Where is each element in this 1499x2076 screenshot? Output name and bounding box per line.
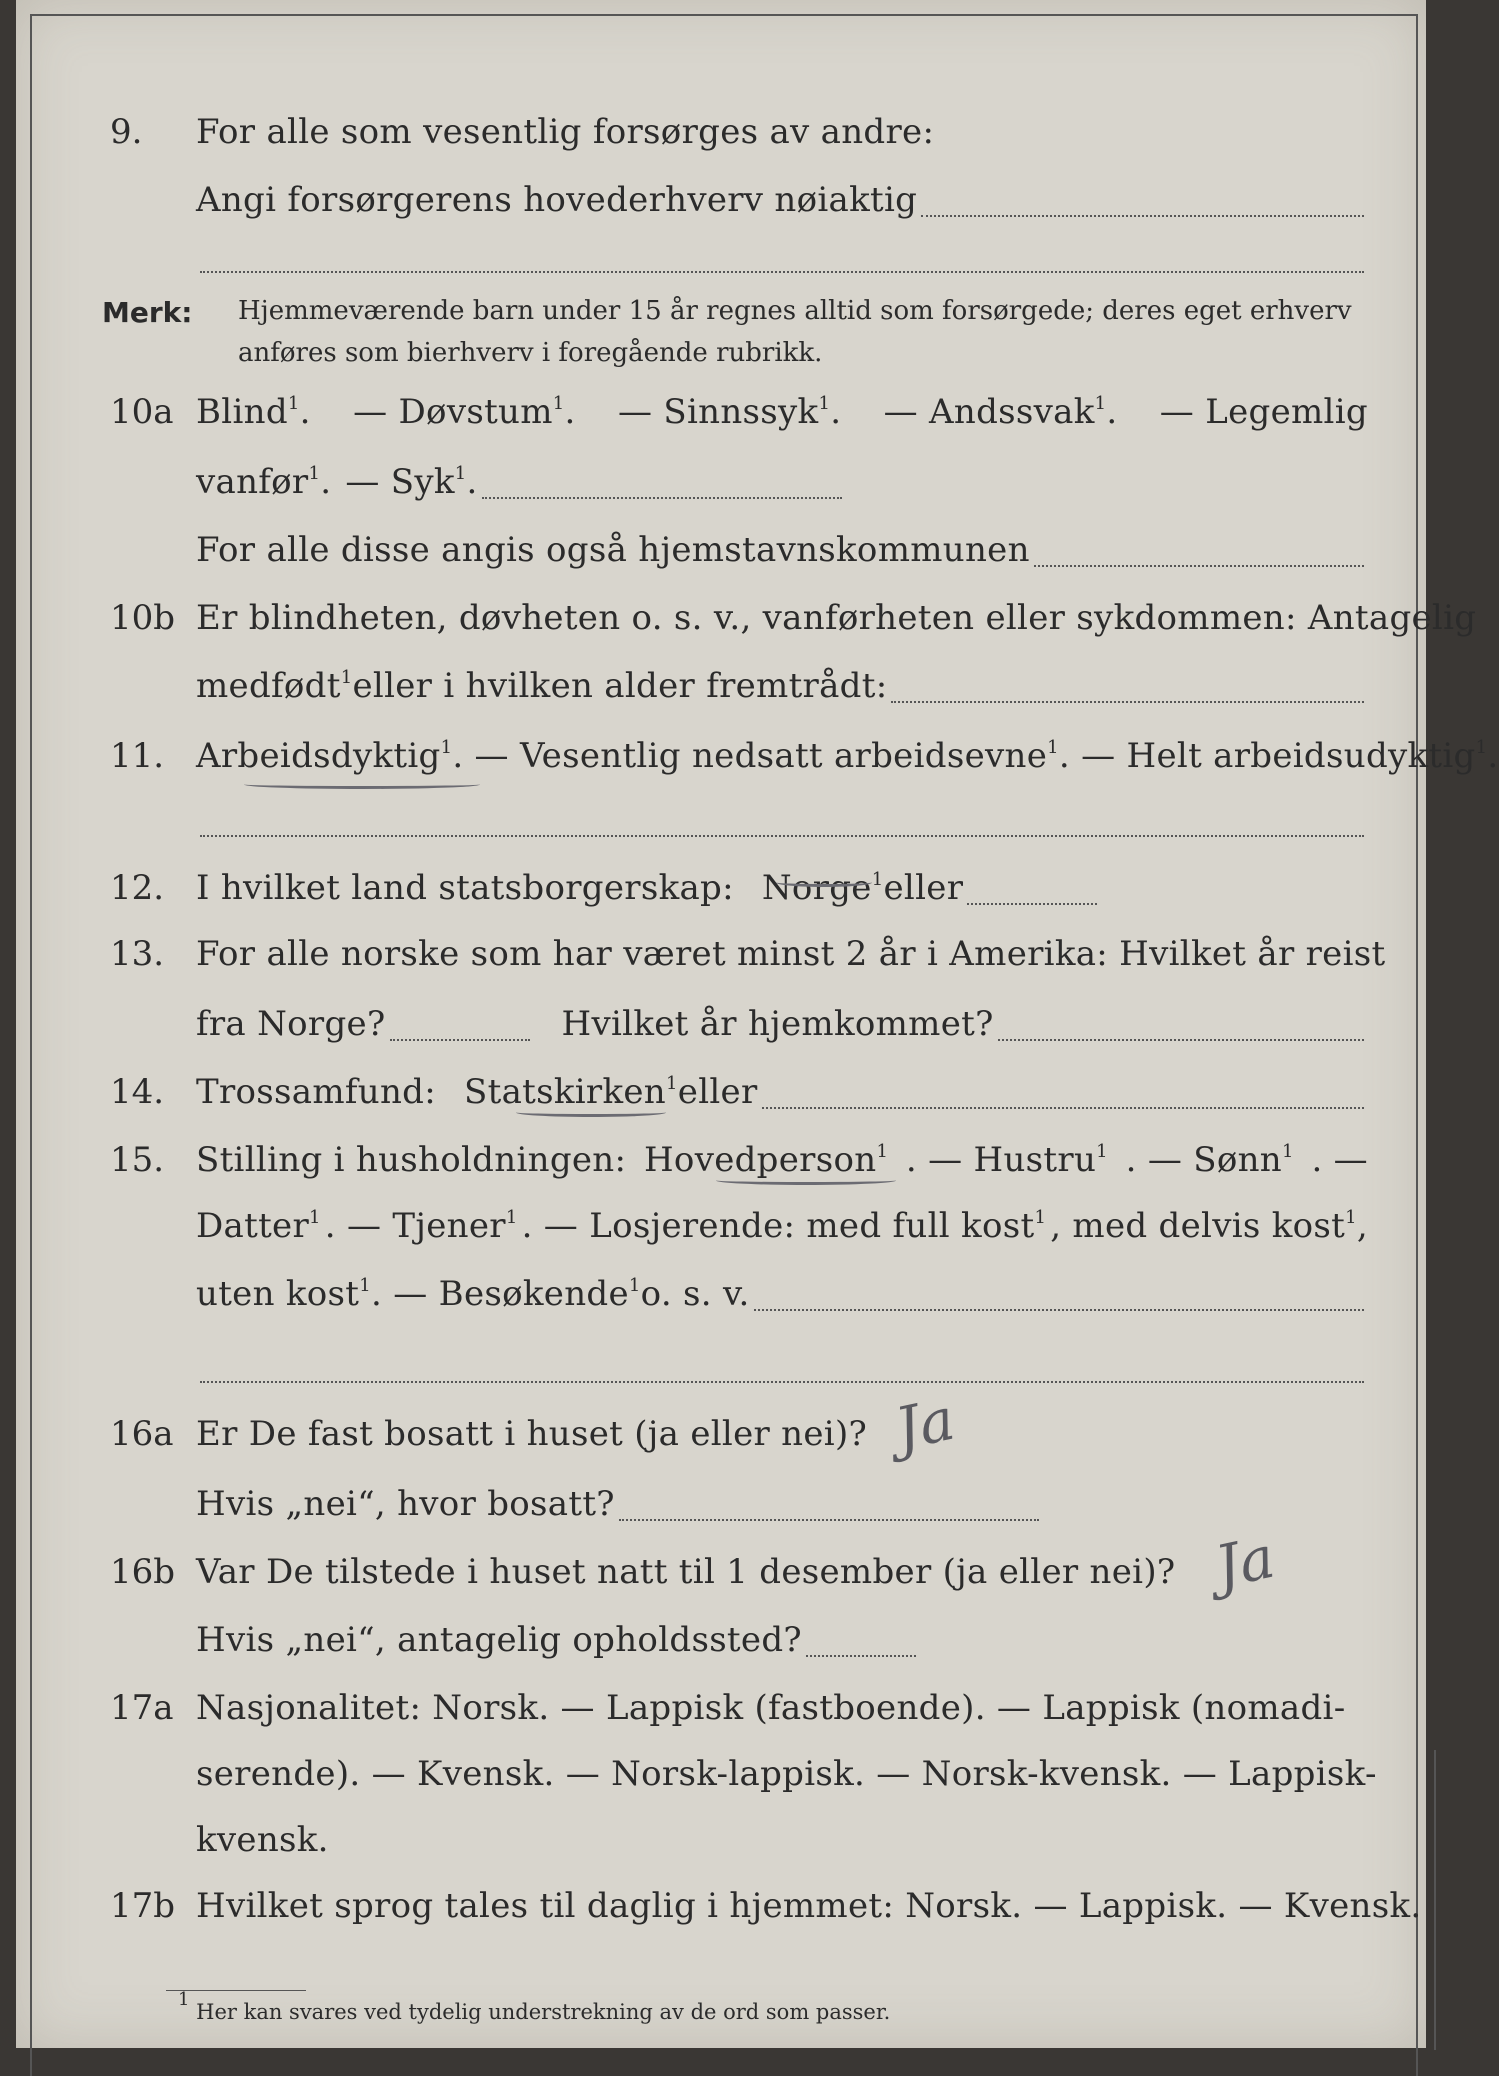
question-number: 10b [110,598,176,638]
answer-line[interactable] [482,465,842,499]
question-17b-line-1 [16,1876,1426,1936]
question-9-line-2 [16,170,1426,230]
question-text: eller i hvilken alder fremtrådt: [352,666,888,706]
option-besokende[interactable]: . — Besøkende$^1$ [371,1274,641,1314]
question-text: Hvis „nei“, antagelig opholdssted? [196,1620,802,1660]
question-text: eller [677,1072,758,1112]
option-statskirken[interactable]: Statskirken$^1$ [464,1072,678,1112]
note-label: Merk: [102,296,193,329]
option-nedsatt[interactable]: . — Vesentlig nedsatt arbeidsevne$^1$ [452,736,1059,776]
answer-line[interactable] [762,1075,1364,1109]
question-10a-line-2 [16,452,1426,512]
question-number: 15. [110,1140,165,1180]
question-10a-line-1 [16,382,1426,442]
handwritten-underline [516,1108,666,1117]
option-uten-kost[interactable]: uten kost$^1$ [196,1274,372,1314]
answer-line[interactable] [1034,533,1364,567]
option-udyktig[interactable]: . — Helt arbeidsudyktig$^1$ [1058,736,1488,776]
question-text: Hvis „nei“, hvor bosatt? [196,1484,615,1524]
handwritten-underline [244,780,480,789]
question-number: 13. [110,934,165,974]
answer-line[interactable] [967,871,1097,905]
option-datter[interactable]: Datter$^1$ [196,1206,321,1246]
question-text: Er blindheten, døvheten o. s. v., vanførheten eller sykdommen: Antagelig [196,598,1477,638]
option-norge[interactable]: Norge$^1$ [761,868,884,908]
question-text: Stilling i husholdningen: [196,1140,627,1180]
option-sonn[interactable]: . — Sønn$^1$ [1125,1140,1294,1180]
question-text: o. s. v. [640,1274,750,1314]
option-medfodt[interactable]: medfødt$^1$ [196,666,353,706]
census-form-page [16,0,1499,2048]
question-17a-line-2 [16,1744,1426,1804]
question-9-line-1 [16,102,1426,162]
question-number: 17a [110,1688,174,1728]
answer-line[interactable] [921,183,1364,217]
footnote-mark: 1 [178,1989,190,2010]
option-full-kost[interactable]: . — Losjerende: med full kost$^1$ [521,1206,1047,1246]
question-text: For alle som vesentlig forsørges av andre: [196,112,935,152]
question-10b-line-1 [16,588,1477,648]
answer-line-reist[interactable] [390,1007,530,1041]
question-number: 12. [110,868,165,908]
question-text: eller [883,868,964,908]
answer-line-hjemkommet[interactable] [998,1007,1364,1041]
question-text: I hvilket land statsborgerskap: [196,868,734,908]
handwritten-answer[interactable]: Ja [889,1384,961,1464]
option-blind[interactable]: Blind$^1$. [196,392,311,432]
option-vanfor[interactable]: vanfør$^1$. [196,462,332,502]
question-11-line-2 [16,790,1426,850]
question-text: serende). — Kvensk. — Norsk-lappisk. — Norsk-kvensk. — Lappisk- [196,1754,1377,1794]
option-dovstum[interactable]: — Døvstum$^1$. [353,392,576,432]
question-number: 16b [110,1552,176,1592]
answer-line[interactable] [891,669,1364,703]
option-legemlig[interactable]: — Legemlig [1159,392,1368,432]
question-10a-line-3 [16,520,1426,580]
question-16b-line-2 [16,1610,1426,1670]
question-17a-line-1 [16,1678,1426,1738]
question-text: Hvilket år hjemkommet? [561,1004,994,1044]
question-15-line-4 [16,1336,1426,1396]
answer-line[interactable] [200,239,1364,273]
question-15-line-1: 15. Stilling i husholdningen: Hovedperson$^1$ . — Hustru$^1$ . — Sønn$^1$ . — [16,1130,1426,1190]
question-text: For alle norske som har været minst 2 år i Amerika: Hvilket år reist [196,934,1386,974]
question-text: fra Norge? [196,1004,386,1044]
question-number: 11. [110,736,165,776]
option-andssvak[interactable]: — Andssvak$^1$. [883,392,1118,432]
handwritten-underline [716,1176,896,1185]
question-number: 10a [110,392,174,432]
answer-line[interactable] [200,803,1364,837]
note-text: Hjemmeværende barn under 15 år regnes alltid som forsørgede; deres eget erhverv anføres som bierhverv i foregående rubrikk. [238,296,1352,368]
question-13-line-2 [16,994,1426,1054]
question-number: 9. [110,112,143,152]
question-13-line-1 [16,924,1426,984]
question-11-line-1: 11. Arbeidsdyktig$^1$ . — Vesentlig nedsatt arbeidsevne$^1$ . — Helt arbeidsudyktig$^1$ . [16,726,1426,786]
question-15-line-2 [16,1196,1426,1256]
question-text: Trossamfund: [196,1072,437,1112]
option-syk[interactable]: — Syk$^1$. [345,462,478,502]
question-16a-line-1 [16,1404,1426,1464]
question-text: kvensk. [196,1820,329,1860]
question-16a-line-2 [16,1474,1426,1534]
option-hustru[interactable]: . — Hustru$^1$ [905,1140,1108,1180]
question-9-line-3 [16,226,1426,286]
question-number: 14. [110,1072,165,1112]
footnote-text: Her kan svares ved tydelig understrekning av de ord som passer. [196,2000,891,2024]
margin-line [1434,1750,1436,2050]
question-10b-line-2 [16,656,1426,716]
question-12-line-1 [16,858,1426,918]
footnote [178,1989,891,2024]
option-arbeidsdyktig[interactable]: Arbeidsdyktig$^1$ [196,736,453,776]
answer-line[interactable] [754,1277,1364,1311]
answer-line[interactable] [806,1623,916,1657]
option-delvis-kost[interactable]: , med delvis kost$^1$, [1050,1206,1368,1246]
option-hovedperson[interactable]: Hovedperson$^1$ [643,1140,889,1180]
question-number: 17b [110,1886,176,1926]
question-number: 16a [110,1414,174,1454]
handwritten-underline [776,878,872,887]
handwritten-answer[interactable]: Ja [1209,1522,1281,1602]
question-text: Nasjonalitet: Norsk. — Lappisk (fastboende). — Lappisk (nomadi- [196,1688,1346,1728]
answer-line[interactable] [619,1487,1039,1521]
question-text: Var De tilstede i huset natt til 1 desember (ja eller nei)? [196,1552,1176,1592]
question-text: Hvilket sprog tales til daglig i hjemmet: Norsk. — Lappisk. — Kvensk. [196,1886,1422,1926]
answer-line[interactable] [200,1349,1364,1383]
question-text: Er De fast bosatt i huset (ja eller nei)? [196,1414,868,1454]
question-14-line-1 [16,1062,1426,1122]
option-tjener[interactable]: . — Tjener$^1$ [324,1206,518,1246]
option-sinnssyk[interactable]: — Sinnssyk$^1$. [617,392,842,432]
question-15-line-3 [16,1264,1426,1324]
question-text: For alle disse angis også hjemstavnskommunen [196,530,1030,570]
question-text: Angi forsørgerens hovederhverv nøiaktig [196,180,918,220]
question-17a-line-3 [16,1810,1426,1870]
